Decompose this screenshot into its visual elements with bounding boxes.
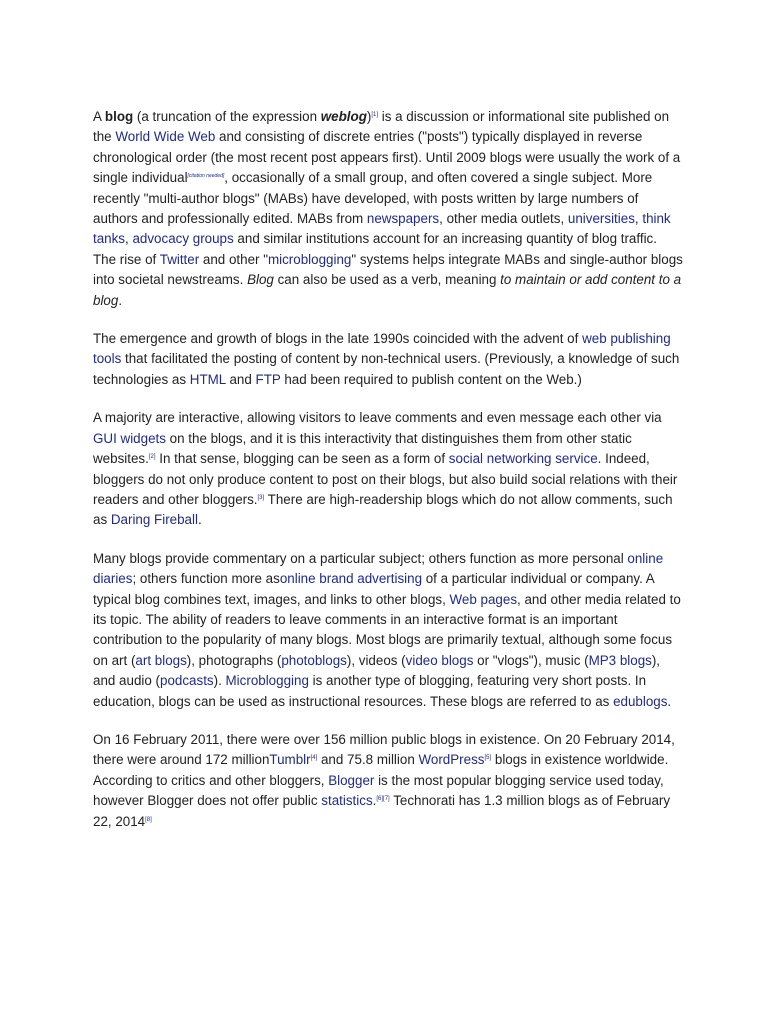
text: or "vlogs"), music ( (473, 652, 589, 668)
text: . (372, 793, 377, 809)
text: is the most popular blogging service used today, however Blogger does not offer public (93, 772, 664, 809)
link-microblogging[interactable]: microblogging (267, 251, 352, 267)
link-photoblogs[interactable]: photoblogs (281, 652, 347, 668)
link-advocacy-groups[interactable]: advocacy groups (132, 231, 234, 247)
text: The emergence and growth of blogs in the late 1990s coincided with the advent of (93, 331, 583, 347)
term-blog: blog (104, 109, 134, 124)
text: and consisting of discrete entries ("posts") typically displayed in reverse chronological order (the most recent post appears first). Until 2009 blogs were usually the work of a single individual (93, 129, 681, 186)
link-microblogging[interactable]: Microblogging (225, 673, 309, 689)
text: ) (366, 109, 372, 124)
text: can also be used as a verb, meaning (273, 272, 501, 288)
citation-link[interactable]: [6][7] (376, 796, 390, 803)
text: A (93, 109, 105, 124)
text: In that sense, blogging can be seen as a form of (155, 451, 449, 467)
link-universities[interactable]: universities (567, 211, 635, 227)
citation-needed-link[interactable]: [citation needed] (187, 173, 225, 180)
text: had been required to publish content on the Web.) (280, 371, 582, 387)
article-body (93, 107, 683, 850)
paragraph-commentary (93, 549, 683, 712)
text: There are high-readership blogs which do not allow comments, such as (93, 491, 673, 528)
link-online-diaries[interactable]: online diaries (93, 550, 664, 587)
term-weblog: weblog (320, 109, 367, 124)
text: on the blogs, and it is this interactivity that distinguishes them from other static websites. (93, 430, 632, 467)
link-art-blogs[interactable]: art blogs (135, 652, 187, 668)
text: is another type of blogging, featuring very short posts. In education, blogs can be used as instructional resources. These blogs are referred to as (93, 673, 647, 709)
link-html[interactable]: HTML (189, 371, 226, 387)
term-blog-italic: Blog (247, 272, 274, 288)
link-wordpress[interactable]: WordPress (418, 752, 485, 768)
link-online-brand-advertising[interactable]: online brand advertising (279, 571, 423, 587)
text: and 75.8 million (317, 752, 419, 768)
text: and (225, 371, 256, 387)
link-think-tanks[interactable]: think tanks (93, 211, 671, 247)
paragraph-emergence (93, 329, 683, 390)
text: and other " (199, 251, 268, 267)
text: , (634, 211, 643, 227)
link-gui-widgets[interactable]: GUI widgets (93, 430, 166, 446)
text: . Indeed, bloggers do not only produce content to post on their blogs, but also build social relations with their readers and other bloggers. (93, 451, 678, 507)
text: (a truncation of the expression (133, 109, 321, 124)
citation-link[interactable]: [1] (371, 112, 379, 118)
text: " systems helps integrate MABs and single-author blogs into societal newstreams. (93, 251, 683, 288)
citation-link[interactable]: [4] (310, 755, 318, 762)
text: , and other media related to its topic. The ability of readers to leave comments in an interactive format is an important contribution to the popularity of many blogs. Most blogs are primarily textual, although some focus on art ( (93, 591, 681, 668)
link-web-pages[interactable]: Web pages (449, 591, 518, 607)
text: A majority are interactive, allowing visitors to leave comments and even message each other via (93, 410, 662, 426)
text: that facilitated the posting of content by non-technical users. (Previously, a knowledge of such technologies as (93, 351, 680, 387)
citation-link[interactable]: [2] (148, 454, 156, 461)
link-newspapers[interactable]: newspapers (366, 211, 440, 227)
link-blogger[interactable]: Blogger (328, 772, 375, 788)
link-web-publishing-tools[interactable]: web publishing tools (93, 331, 671, 367)
link-mp3-blogs[interactable]: MP3 blogs (588, 652, 652, 668)
citation-link[interactable]: [5] (484, 755, 492, 762)
text: ), photographs ( (186, 652, 282, 668)
paragraph-statistics (93, 730, 683, 832)
link-edublogs[interactable]: edublogs (613, 693, 668, 709)
text: and similar institutions account for an increasing quantity of blog traffic. The rise of (93, 231, 657, 267)
link-statistics[interactable]: statistics (321, 793, 373, 809)
text: . (197, 512, 202, 528)
link-ftp[interactable]: FTP (255, 371, 281, 387)
text: . (118, 292, 123, 308)
text: . (667, 693, 672, 709)
citation-link[interactable]: [3] (257, 494, 265, 501)
text: ; others function more as (132, 571, 280, 587)
citation-link[interactable]: [8] (145, 816, 152, 823)
text: ). (213, 673, 226, 689)
text: ), and audio ( (93, 652, 661, 689)
text: , other media outlets, (439, 211, 568, 227)
link-video-blogs[interactable]: video blogs (405, 652, 474, 668)
text: Technorati has 1.3 million blogs as of February 22, 2014 (93, 793, 671, 829)
definition-italic: to maintain or add content to a blog (93, 272, 682, 308)
text: of a particular individual or company. A typical blog combines text, images, and links to other blogs, (93, 571, 654, 607)
text: Many blogs provide commentary on a particular subject; others function as more personal (93, 550, 628, 566)
paragraph-interactive (93, 408, 683, 530)
text: ), videos ( (346, 652, 406, 668)
link-tumblr[interactable]: Tumblr (269, 752, 311, 768)
text: is a discussion or informational site published on the (93, 109, 670, 145)
link-podcasts[interactable]: podcasts (160, 673, 214, 689)
text: , (125, 231, 133, 247)
link-twitter[interactable]: Twitter (159, 251, 200, 267)
link-world-wide-web[interactable]: World Wide Web (115, 129, 216, 145)
link-daring-fireball[interactable]: Daring Fireball (110, 512, 198, 528)
paragraph-intro (93, 107, 683, 311)
text: On 16 February 2011, there were over 156 million public blogs in existence. On 20 February 2014, there were around 172 million (93, 731, 675, 768)
text: blogs in existence worldwide. According to critics and other bloggers, (93, 752, 669, 788)
text: , occasionally of a small group, and often covered a single subject. More recently "multi-author blogs" (MABs) have developed, with posts written by large numbers of authors and professionally edited. MABs from (93, 170, 653, 227)
link-social-networking-service[interactable]: social networking service (448, 451, 598, 467)
